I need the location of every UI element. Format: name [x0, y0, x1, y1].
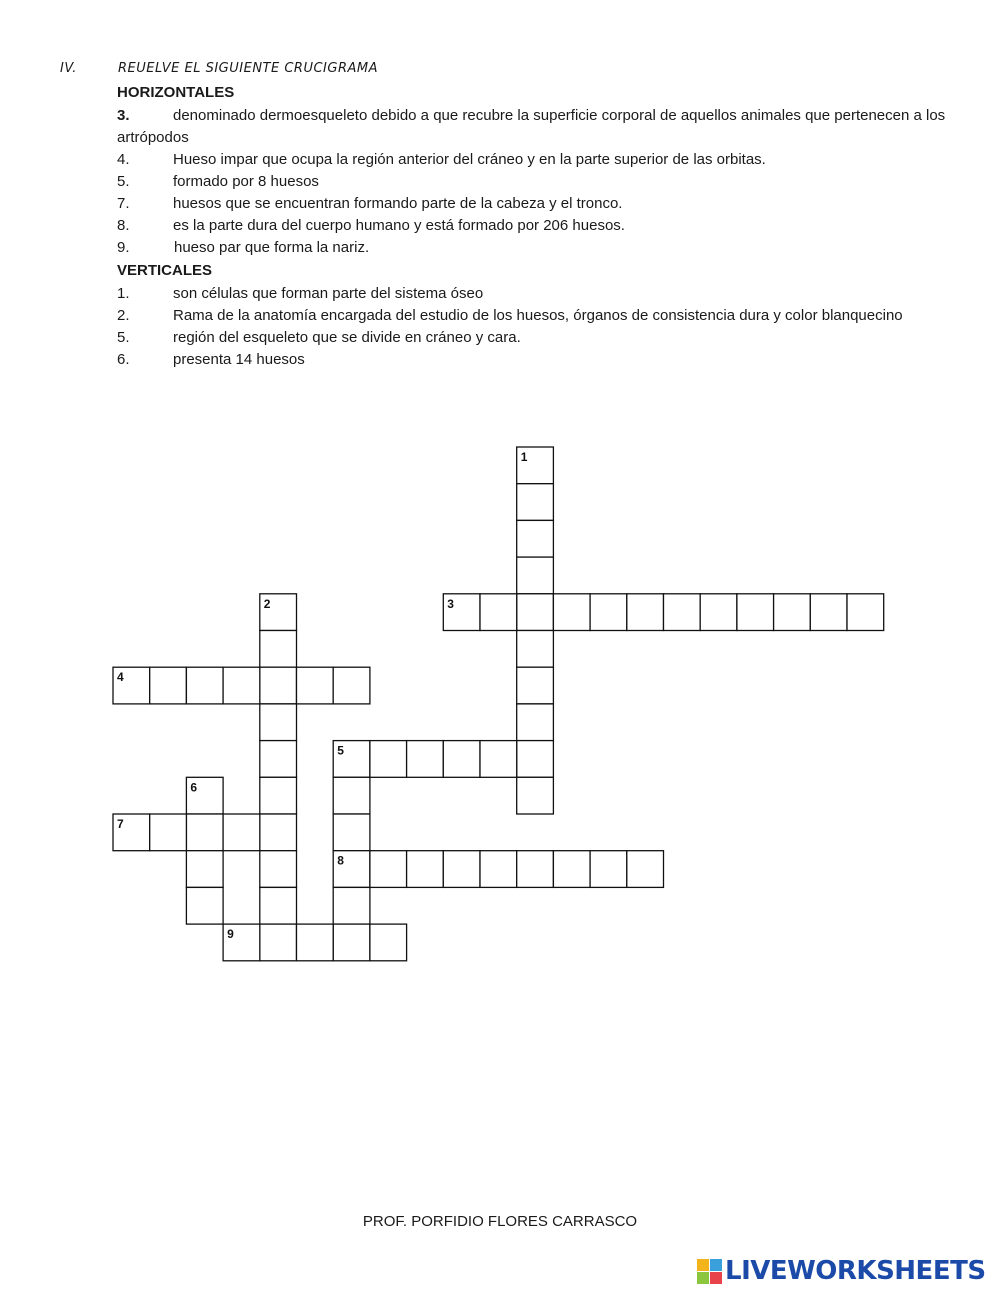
clue-number: 5.	[117, 329, 130, 346]
clue-text: Hueso impar que ocupa la región anterior del cráneo y en la parte superior de las orbitas.	[173, 151, 766, 168]
crossword-cell[interactable]	[333, 814, 370, 851]
crossword-cell[interactable]	[260, 631, 297, 668]
crossword-cell[interactable]	[150, 814, 187, 851]
verticales-heading: VERTICALES	[117, 262, 213, 279]
clue-down-5	[117, 327, 957, 349]
crossword-cell[interactable]	[223, 667, 260, 704]
crossword-cell[interactable]	[590, 594, 627, 631]
section-title	[60, 61, 378, 76]
crossword-cell[interactable]	[150, 667, 187, 704]
clue-across-8	[117, 215, 957, 237]
clue-text: son células que forman parte del sistema óseo	[173, 285, 484, 302]
crossword-cell[interactable]	[443, 594, 480, 631]
clue-down-2	[117, 305, 957, 327]
clue-text: hueso par que forma la nariz.	[174, 239, 370, 256]
crossword-cell[interactable]	[260, 851, 297, 888]
author-footer: PROF. PORFIDIO FLORES CARRASCO	[362, 1213, 638, 1230]
crossword-cell[interactable]	[260, 887, 297, 924]
crossword-cell[interactable]	[517, 667, 554, 704]
clue-text: Rama de la anatomía encargada del estudio de los huesos, órganos de consistencia dura y color blanquecino	[173, 307, 903, 324]
clue-number: 7.	[117, 195, 130, 212]
crossword-cell[interactable]	[333, 741, 370, 778]
crossword-cell[interactable]	[553, 594, 590, 631]
crossword-cell-number: 7	[117, 817, 124, 831]
crossword-cell[interactable]	[810, 594, 847, 631]
clue-down-1	[117, 283, 957, 305]
clue-across-4	[117, 149, 957, 171]
crossword-cell[interactable]	[480, 741, 517, 778]
crossword-cell[interactable]	[333, 667, 370, 704]
crossword-cell[interactable]	[517, 741, 554, 778]
crossword-cell-number: 9	[227, 927, 234, 942]
crossword-cell[interactable]	[517, 520, 554, 557]
clue-text: huesos que se encuentran formando parte de la cabeza y el tronco.	[173, 195, 623, 212]
crossword-cell[interactable]	[480, 851, 517, 888]
crossword-cell-number: 3	[447, 596, 454, 611]
clue-text: región del esqueleto que se divide en cráneo y cara.	[173, 329, 521, 346]
crossword-cell[interactable]	[627, 851, 664, 888]
clue-text: es la parte dura del cuerpo humano y está formado por 206 huesos.	[173, 217, 625, 234]
crossword-cell[interactable]	[260, 741, 297, 778]
crossword-cell[interactable]	[553, 851, 590, 888]
horizontales-heading: HORIZONTALES	[117, 84, 235, 101]
crossword-cell[interactable]	[443, 741, 480, 778]
crossword-cell[interactable]	[517, 557, 554, 594]
clue-text: denominado dermoesqueleto debido a que recubre la superficie corporal de aquellos animales que pertenecen a los artrópodos	[117, 107, 946, 146]
crossword-cell[interactable]	[517, 594, 554, 631]
clue-down-6	[117, 349, 957, 371]
crossword-cell[interactable]	[407, 741, 444, 778]
clue-number: 3.	[117, 107, 130, 124]
crossword-cell[interactable]	[186, 851, 223, 888]
crossword-cell-number: 6	[190, 780, 198, 795]
clue-number: 1.	[117, 285, 130, 302]
clue-number: 6.	[117, 351, 130, 368]
crossword-cell[interactable]	[590, 851, 627, 888]
crossword-cell[interactable]	[517, 851, 554, 888]
clue-number: 5.	[117, 173, 130, 190]
crossword-cell[interactable]	[737, 594, 774, 631]
clue-text: formado por 8 huesos	[173, 173, 319, 190]
clue-text: presenta 14 huesos	[173, 351, 305, 368]
crossword-cell[interactable]	[664, 594, 701, 631]
crossword-cell[interactable]	[260, 704, 297, 741]
clue-across-9	[117, 237, 957, 259]
crossword-cell[interactable]	[113, 814, 150, 851]
crossword-cell[interactable]	[443, 851, 480, 888]
crossword-cell[interactable]	[517, 447, 554, 484]
section-instruction: REUELVE EL SIGUIENTE CRUCIGRAMA	[118, 61, 378, 76]
crossword-cell-number: 2	[263, 596, 271, 611]
crossword-cell[interactable]	[260, 667, 297, 704]
clue-number: 2.	[117, 307, 130, 324]
section-numeral: IV.	[60, 61, 77, 76]
crossword-cell[interactable]	[847, 594, 884, 631]
crossword-cell[interactable]	[517, 777, 554, 814]
crossword-cell[interactable]	[260, 777, 297, 814]
crossword-cell[interactable]	[297, 924, 334, 961]
crossword-cell[interactable]	[370, 924, 407, 961]
crossword-cell[interactable]	[223, 814, 260, 851]
crossword-cell[interactable]	[333, 851, 370, 888]
crossword-cell-number: 4	[117, 670, 124, 685]
crossword-cell[interactable]	[517, 631, 554, 668]
liveworksheets-logo-icon	[697, 1259, 722, 1284]
crossword-cell[interactable]	[260, 924, 297, 961]
crossword-cell[interactable]	[480, 594, 517, 631]
crossword-cell[interactable]	[333, 777, 370, 814]
crossword-cell[interactable]	[186, 667, 223, 704]
crossword-cell[interactable]	[186, 777, 223, 814]
crossword-cell[interactable]	[223, 924, 260, 961]
crossword-cell[interactable]	[260, 814, 297, 851]
crossword-cell[interactable]	[113, 667, 150, 704]
crossword-cell[interactable]	[333, 924, 370, 961]
clue-across-7	[117, 193, 957, 215]
crossword-cell[interactable]	[517, 704, 554, 741]
liveworksheets-logo-text: LIVEWORKSHEETS	[725, 1256, 986, 1286]
crossword-cell[interactable]	[627, 594, 664, 631]
clue-number: 4.	[117, 151, 130, 168]
clue-number: 8.	[117, 217, 130, 234]
crossword-cell-number: 1	[520, 450, 528, 464]
crossword-cell-number: 5	[337, 743, 344, 758]
crossword-cell[interactable]	[407, 851, 444, 888]
crossword-cell[interactable]	[774, 594, 811, 631]
clue-across-3	[117, 105, 957, 149]
crossword-cell[interactable]	[186, 887, 223, 924]
clue-number: 9.	[117, 239, 130, 256]
crossword-cell[interactable]	[186, 814, 223, 851]
crossword-cell[interactable]	[333, 887, 370, 924]
clue-across-5	[117, 171, 957, 193]
crossword-cell-number: 8	[337, 853, 344, 868]
crossword-cell[interactable]	[700, 594, 737, 631]
crossword-cell[interactable]	[370, 851, 407, 888]
crossword-cell[interactable]	[370, 741, 407, 778]
crossword-cell[interactable]	[260, 594, 297, 631]
crossword-cell[interactable]	[517, 484, 554, 521]
liveworksheets-logo	[697, 1256, 986, 1286]
crossword-cell[interactable]	[297, 667, 334, 704]
